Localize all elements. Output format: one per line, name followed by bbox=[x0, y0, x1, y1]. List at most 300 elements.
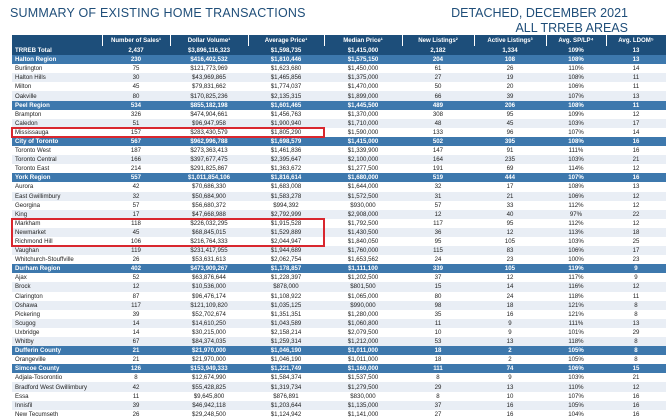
table-cell: $1,108,922 bbox=[248, 292, 324, 301]
table-cell: $1,046,190 bbox=[248, 346, 324, 355]
table-cell: 8 bbox=[606, 301, 666, 310]
table-cell: $2,062,754 bbox=[248, 255, 324, 264]
table-row bbox=[12, 182, 666, 191]
table-cell: 17 bbox=[606, 246, 666, 255]
table-cell: $1,792,500 bbox=[324, 219, 402, 228]
table-cell: 17 bbox=[606, 119, 666, 128]
table-cell: $1,529,889 bbox=[248, 228, 324, 237]
table-cell: 18 bbox=[474, 301, 546, 310]
column-header: Median Price¹ bbox=[324, 35, 402, 46]
table-cell: $2,079,500 bbox=[324, 328, 402, 337]
table-row bbox=[12, 164, 666, 173]
table-row bbox=[12, 382, 666, 391]
table-cell: $1,816,614 bbox=[248, 173, 324, 182]
table-cell: 9 bbox=[474, 328, 546, 337]
table-cell: 27 bbox=[402, 73, 474, 82]
table-cell: 24 bbox=[402, 255, 474, 264]
area-name-cell: Aurora bbox=[12, 182, 102, 191]
table-cell: $1,011,000 bbox=[324, 355, 402, 364]
table-cell: $1,445,500 bbox=[324, 101, 402, 110]
table-cell: $1,202,500 bbox=[324, 273, 402, 282]
table-cell: 95 bbox=[402, 237, 474, 246]
table-cell: $10,536,000 bbox=[170, 282, 248, 291]
table-cell: 339 bbox=[402, 264, 474, 273]
table-cell: 87 bbox=[102, 292, 170, 301]
table-cell: 204 bbox=[402, 55, 474, 64]
table-cell: $21,970,000 bbox=[170, 346, 248, 355]
table-cell: 126 bbox=[102, 364, 170, 373]
table-cell: 20 bbox=[474, 82, 546, 91]
table-cell: 35 bbox=[402, 310, 474, 319]
table-cell: $1,450,000 bbox=[324, 64, 402, 73]
table-cell: 18 bbox=[402, 355, 474, 364]
table-cell: $1,805,290 bbox=[248, 128, 324, 137]
table-cell: 118 bbox=[102, 219, 170, 228]
column-header: Avg. SP/LP⁴ bbox=[546, 35, 606, 46]
table-cell: 42 bbox=[102, 382, 170, 391]
table-row bbox=[12, 246, 666, 255]
table-cell: $1,680,000 bbox=[324, 173, 402, 182]
table-cell: 121% bbox=[546, 301, 606, 310]
table-cell: $1,644,000 bbox=[324, 182, 402, 191]
table-cell: 45 bbox=[474, 119, 546, 128]
table-cell: 9 bbox=[474, 373, 546, 382]
area-name-cell: City of Toronto bbox=[12, 137, 102, 146]
table-cell: 11 bbox=[606, 292, 666, 301]
table-cell: $1,584,374 bbox=[248, 373, 324, 382]
table-cell: 14 bbox=[102, 319, 170, 328]
table-row bbox=[12, 82, 666, 91]
table-cell: 12 bbox=[474, 228, 546, 237]
table-cell: 31 bbox=[402, 192, 474, 201]
table-cell: 108% bbox=[546, 55, 606, 64]
table-row bbox=[12, 255, 666, 264]
table-cell: 9 bbox=[606, 273, 666, 282]
table-row bbox=[12, 201, 666, 210]
highlight-box bbox=[11, 127, 325, 138]
table-cell: 107% bbox=[546, 392, 606, 401]
region-row bbox=[12, 101, 666, 110]
area-name-cell: Brock bbox=[12, 282, 102, 291]
table-cell: 119% bbox=[546, 264, 606, 273]
table-cell: 10 bbox=[402, 328, 474, 337]
table-cell: $21,970,000 bbox=[170, 355, 248, 364]
table-cell: 117 bbox=[402, 219, 474, 228]
table-cell: 13 bbox=[606, 91, 666, 100]
table-cell: $291,825,867 bbox=[170, 164, 248, 173]
table-cell: 117 bbox=[102, 301, 170, 310]
table-cell: $121,773,969 bbox=[170, 64, 248, 73]
table-cell: $474,904,661 bbox=[170, 110, 248, 119]
table-cell: 2 bbox=[474, 355, 546, 364]
table-cell: 166 bbox=[102, 155, 170, 164]
table-cell: 45 bbox=[102, 82, 170, 91]
table-cell: $1,710,000 bbox=[324, 119, 402, 128]
table-row bbox=[12, 91, 666, 100]
table-row bbox=[12, 110, 666, 119]
table-cell: $1,011,000 bbox=[324, 346, 402, 355]
area-name-cell: Halton Region bbox=[12, 55, 102, 64]
table-cell: 11 bbox=[606, 73, 666, 82]
area-name-cell: Brampton bbox=[12, 110, 102, 119]
table-cell: $1,598,735 bbox=[248, 46, 324, 55]
table-cell: $1,319,734 bbox=[248, 382, 324, 391]
area-name-cell: King bbox=[12, 210, 102, 219]
table-cell: 118% bbox=[546, 292, 606, 301]
table-cell: 37 bbox=[402, 401, 474, 410]
table-cell: $9,645,800 bbox=[170, 392, 248, 401]
table-cell: $1,575,150 bbox=[324, 55, 402, 64]
table-cell: $47,668,988 bbox=[170, 210, 248, 219]
column-header: New Listings² bbox=[402, 35, 474, 46]
table-cell: $1,043,589 bbox=[248, 319, 324, 328]
table-cell: 42 bbox=[102, 182, 170, 191]
table-cell: 109% bbox=[546, 110, 606, 119]
table-cell: $1,456,763 bbox=[248, 110, 324, 119]
region-row bbox=[12, 264, 666, 273]
table-cell: $1,900,940 bbox=[248, 119, 324, 128]
table-cell: 147 bbox=[402, 146, 474, 155]
table-cell: $1,537,500 bbox=[324, 373, 402, 382]
table-cell: 26 bbox=[102, 410, 170, 419]
table-cell: 114% bbox=[546, 164, 606, 173]
table-cell: $226,032,295 bbox=[170, 219, 248, 228]
table-cell: $1,590,000 bbox=[324, 128, 402, 137]
table-cell: 113% bbox=[546, 228, 606, 237]
table-cell: 18 bbox=[402, 346, 474, 355]
table-cell: $1,683,008 bbox=[248, 182, 324, 191]
table-cell: 21 bbox=[606, 155, 666, 164]
table-cell: $1,141,000 bbox=[324, 410, 402, 419]
region-row bbox=[12, 137, 666, 146]
table-cell: 75 bbox=[102, 64, 170, 73]
table-cell: $1,375,000 bbox=[324, 73, 402, 82]
table-cell: 116% bbox=[546, 282, 606, 291]
table-cell: $53,631,613 bbox=[170, 255, 248, 264]
table-cell: 15 bbox=[402, 282, 474, 291]
area-name-cell: Toronto Central bbox=[12, 155, 102, 164]
table-cell: $1,203,644 bbox=[248, 401, 324, 410]
table-cell: 11 bbox=[102, 392, 170, 401]
area-name-cell: Ajax bbox=[12, 273, 102, 282]
area-name-cell: York Region bbox=[12, 173, 102, 182]
subtitle-line-1: DETACHED, DECEMBER 2021 bbox=[451, 6, 628, 20]
table-cell: $1,060,800 bbox=[324, 319, 402, 328]
table-cell: 17 bbox=[102, 210, 170, 219]
table-cell: $801,500 bbox=[324, 282, 402, 291]
table-cell: 103% bbox=[546, 119, 606, 128]
table-cell: 21 bbox=[102, 346, 170, 355]
table-cell: $43,969,865 bbox=[170, 73, 248, 82]
table-cell: $397,677,475 bbox=[170, 155, 248, 164]
table-cell: $1,212,000 bbox=[324, 337, 402, 346]
table-row bbox=[12, 301, 666, 310]
area-name-cell: Peel Region bbox=[12, 101, 102, 110]
table-cell: 83 bbox=[474, 246, 546, 255]
table-cell: $121,109,820 bbox=[170, 301, 248, 310]
table-cell: 37 bbox=[402, 273, 474, 282]
table-row bbox=[12, 155, 666, 164]
table-cell: $96,947,958 bbox=[170, 119, 248, 128]
table-cell: $68,845,015 bbox=[170, 228, 248, 237]
table-cell: 69 bbox=[474, 164, 546, 173]
total-row bbox=[12, 46, 666, 55]
table-cell: 105% bbox=[546, 401, 606, 410]
table-cell: $1,465,856 bbox=[248, 73, 324, 82]
table-cell: 80 bbox=[402, 292, 474, 301]
area-name-cell: Caledon bbox=[12, 119, 102, 128]
table-cell: $878,000 bbox=[248, 282, 324, 291]
area-name-cell: Clarington bbox=[12, 292, 102, 301]
region-row bbox=[12, 346, 666, 355]
table-cell: 519 bbox=[402, 173, 474, 182]
table-cell: 8 bbox=[606, 346, 666, 355]
area-name-cell: Toronto East bbox=[12, 164, 102, 173]
table-cell: 39 bbox=[102, 401, 170, 410]
table-cell: $1,351,351 bbox=[248, 310, 324, 319]
table-cell: 48 bbox=[402, 119, 474, 128]
table-cell: 32 bbox=[102, 192, 170, 201]
table-cell: 118% bbox=[546, 337, 606, 346]
table-cell: 108% bbox=[546, 182, 606, 191]
table-cell: $1,430,500 bbox=[324, 228, 402, 237]
table-cell: 33 bbox=[474, 201, 546, 210]
table-cell: 45 bbox=[102, 228, 170, 237]
table-cell: $1,470,000 bbox=[324, 82, 402, 91]
table-cell: 8 bbox=[606, 337, 666, 346]
table-cell: 101% bbox=[546, 328, 606, 337]
table-cell: $56,680,372 bbox=[170, 201, 248, 210]
table-cell: 105% bbox=[546, 355, 606, 364]
table-cell: 110% bbox=[546, 64, 606, 73]
table-cell: 106% bbox=[546, 192, 606, 201]
column-header: Avg. LDOM⁵ bbox=[606, 35, 666, 46]
table-cell: $50,684,900 bbox=[170, 192, 248, 201]
table-cell: $1,065,000 bbox=[324, 292, 402, 301]
table-cell: 40 bbox=[474, 210, 546, 219]
table-cell: 96 bbox=[474, 128, 546, 137]
table-cell: 57 bbox=[102, 201, 170, 210]
table-cell: 105% bbox=[546, 346, 606, 355]
table-cell: 12 bbox=[606, 282, 666, 291]
table-row bbox=[12, 192, 666, 201]
table-cell: 106 bbox=[102, 237, 170, 246]
area-name-cell: Richmond Hill bbox=[12, 237, 102, 246]
table-cell: $416,402,532 bbox=[170, 55, 248, 64]
table-cell: 13 bbox=[606, 46, 666, 55]
table-cell: 8 bbox=[102, 373, 170, 382]
table-cell: 112% bbox=[546, 201, 606, 210]
table-row bbox=[12, 355, 666, 364]
table-cell: 8 bbox=[606, 310, 666, 319]
table-cell: $1,046,190 bbox=[248, 355, 324, 364]
table-cell: 13 bbox=[606, 319, 666, 328]
table-cell: $216,764,333 bbox=[170, 237, 248, 246]
table-cell: $1,370,000 bbox=[324, 110, 402, 119]
table-cell: 32 bbox=[402, 182, 474, 191]
table-cell: $1,572,500 bbox=[324, 192, 402, 201]
table-cell: 9 bbox=[474, 319, 546, 328]
table-cell: 10 bbox=[474, 392, 546, 401]
table-cell: 214 bbox=[102, 164, 170, 173]
table-cell: 489 bbox=[402, 101, 474, 110]
table-row bbox=[12, 282, 666, 291]
area-name-cell: Dufferin County bbox=[12, 346, 102, 355]
table-cell: 14 bbox=[102, 328, 170, 337]
table-cell: $79,831,662 bbox=[170, 82, 248, 91]
table-cell: 12 bbox=[606, 219, 666, 228]
table-cell: 107% bbox=[546, 173, 606, 182]
subtitle-line-2: ALL TRREB AREAS bbox=[515, 21, 628, 35]
area-name-cell: Uxbridge bbox=[12, 328, 102, 337]
table-cell: 16 bbox=[474, 410, 546, 419]
table-cell: 11 bbox=[606, 101, 666, 110]
table-cell: 12 bbox=[606, 192, 666, 201]
area-name-cell: Vaughan bbox=[12, 246, 102, 255]
table-cell: $2,792,999 bbox=[248, 210, 324, 219]
table-cell: 74 bbox=[474, 364, 546, 373]
area-name-cell: Burlington bbox=[12, 64, 102, 73]
table-cell: 67 bbox=[102, 337, 170, 346]
table-cell: 2,182 bbox=[402, 46, 474, 55]
table-cell: 98 bbox=[402, 301, 474, 310]
table-cell: $1,035,125 bbox=[248, 301, 324, 310]
table-cell: 13 bbox=[474, 382, 546, 391]
area-name-cell: Toronto West bbox=[12, 146, 102, 155]
table-cell: 402 bbox=[102, 264, 170, 273]
area-name-cell: Whitby bbox=[12, 337, 102, 346]
table-cell: 108% bbox=[546, 137, 606, 146]
table-cell: 17 bbox=[474, 182, 546, 191]
table-cell: 106% bbox=[546, 82, 606, 91]
table-cell: 53 bbox=[402, 337, 474, 346]
table-cell: $55,428,825 bbox=[170, 382, 248, 391]
table-cell: 11 bbox=[402, 319, 474, 328]
table-row bbox=[12, 319, 666, 328]
table-cell: 117% bbox=[546, 273, 606, 282]
table-cell: 103% bbox=[546, 155, 606, 164]
table-cell: $830,000 bbox=[324, 392, 402, 401]
table-row bbox=[12, 64, 666, 73]
table-cell: 110% bbox=[546, 382, 606, 391]
column-header: Average Price¹ bbox=[248, 35, 324, 46]
table-cell: 21 bbox=[102, 355, 170, 364]
area-name-cell: Mississauga bbox=[12, 128, 102, 137]
table-cell: 16 bbox=[606, 392, 666, 401]
table-cell: $1,124,942 bbox=[248, 410, 324, 419]
table-cell: 235 bbox=[474, 155, 546, 164]
table-row bbox=[12, 328, 666, 337]
table-cell: 18 bbox=[606, 228, 666, 237]
table-cell: 502 bbox=[402, 137, 474, 146]
table-cell: 16 bbox=[606, 173, 666, 182]
area-name-cell: Simcoe County bbox=[12, 364, 102, 373]
table-cell: 107% bbox=[546, 128, 606, 137]
table-cell: 103% bbox=[546, 373, 606, 382]
table-cell: $1,178,857 bbox=[248, 264, 324, 273]
table-cell: 12 bbox=[606, 382, 666, 391]
table-cell: $63,876,644 bbox=[170, 273, 248, 282]
area-name-cell: Whitchurch-Stouffville bbox=[12, 255, 102, 264]
column-header: Dollar Volume¹ bbox=[170, 35, 248, 46]
area-name-cell: Newmarket bbox=[12, 228, 102, 237]
table-row bbox=[12, 392, 666, 401]
table-cell: $2,100,000 bbox=[324, 155, 402, 164]
table-cell: 115 bbox=[402, 246, 474, 255]
area-name-cell: Scugog bbox=[12, 319, 102, 328]
table-cell: $1,160,000 bbox=[324, 364, 402, 373]
table-cell: $1,915,528 bbox=[248, 219, 324, 228]
table-cell: 567 bbox=[102, 137, 170, 146]
table-cell: 23 bbox=[474, 255, 546, 264]
table-cell: 66 bbox=[402, 91, 474, 100]
table-cell: 111% bbox=[546, 146, 606, 155]
table-cell: 12 bbox=[606, 164, 666, 173]
table-cell: 108% bbox=[546, 73, 606, 82]
table-cell: $1,653,562 bbox=[324, 255, 402, 264]
table-cell: $1,944,689 bbox=[248, 246, 324, 255]
table-cell: $1,415,000 bbox=[324, 137, 402, 146]
table-cell: $1,135,000 bbox=[324, 401, 402, 410]
table-cell: 103% bbox=[546, 237, 606, 246]
table-row bbox=[12, 337, 666, 346]
table-cell: 23 bbox=[606, 255, 666, 264]
table-cell: $2,158,214 bbox=[248, 328, 324, 337]
table-cell: $12,674,990 bbox=[170, 373, 248, 382]
table-cell: $2,395,647 bbox=[248, 155, 324, 164]
table-cell: 29 bbox=[402, 382, 474, 391]
table-cell: 12 bbox=[606, 201, 666, 210]
table-cell: 50 bbox=[402, 82, 474, 91]
table-cell: 16 bbox=[606, 410, 666, 419]
table-cell: $231,417,955 bbox=[170, 246, 248, 255]
table-cell: 105 bbox=[474, 264, 546, 273]
area-name-cell: Pickering bbox=[12, 310, 102, 319]
table-cell: $473,909,267 bbox=[170, 264, 248, 273]
table-cell: 25 bbox=[606, 237, 666, 246]
table-cell: 230 bbox=[102, 55, 170, 64]
table-cell: $1,363,672 bbox=[248, 164, 324, 173]
table-header-row bbox=[12, 35, 666, 46]
table-cell: 16 bbox=[474, 401, 546, 410]
area-name-cell: Oakville bbox=[12, 91, 102, 100]
table-cell: 104% bbox=[546, 410, 606, 419]
table-cell: 14 bbox=[474, 282, 546, 291]
table-cell: $1,774,037 bbox=[248, 82, 324, 91]
table-cell: $3,896,116,323 bbox=[170, 46, 248, 55]
table-cell: $1,760,000 bbox=[324, 246, 402, 255]
column-header: Number of Sales¹ bbox=[102, 35, 170, 46]
table-cell: 29 bbox=[606, 328, 666, 337]
table-cell: 13 bbox=[606, 182, 666, 191]
table-cell: 12 bbox=[606, 110, 666, 119]
table-cell: $2,044,947 bbox=[248, 237, 324, 246]
table-cell: 157 bbox=[102, 128, 170, 137]
table-cell: 105 bbox=[474, 237, 546, 246]
table-cell: 21 bbox=[474, 192, 546, 201]
table-cell: $52,702,674 bbox=[170, 310, 248, 319]
table-cell: 16 bbox=[606, 401, 666, 410]
table-cell: 1,334 bbox=[474, 46, 546, 55]
table-cell: 111% bbox=[546, 319, 606, 328]
table-cell: $1,415,000 bbox=[324, 46, 402, 55]
table-cell: 26 bbox=[102, 255, 170, 264]
table-cell: 80 bbox=[102, 91, 170, 100]
table-cell: 2,437 bbox=[102, 46, 170, 55]
table-cell: $170,825,236 bbox=[170, 91, 248, 100]
table-row bbox=[12, 146, 666, 155]
table-cell: 107% bbox=[546, 91, 606, 100]
